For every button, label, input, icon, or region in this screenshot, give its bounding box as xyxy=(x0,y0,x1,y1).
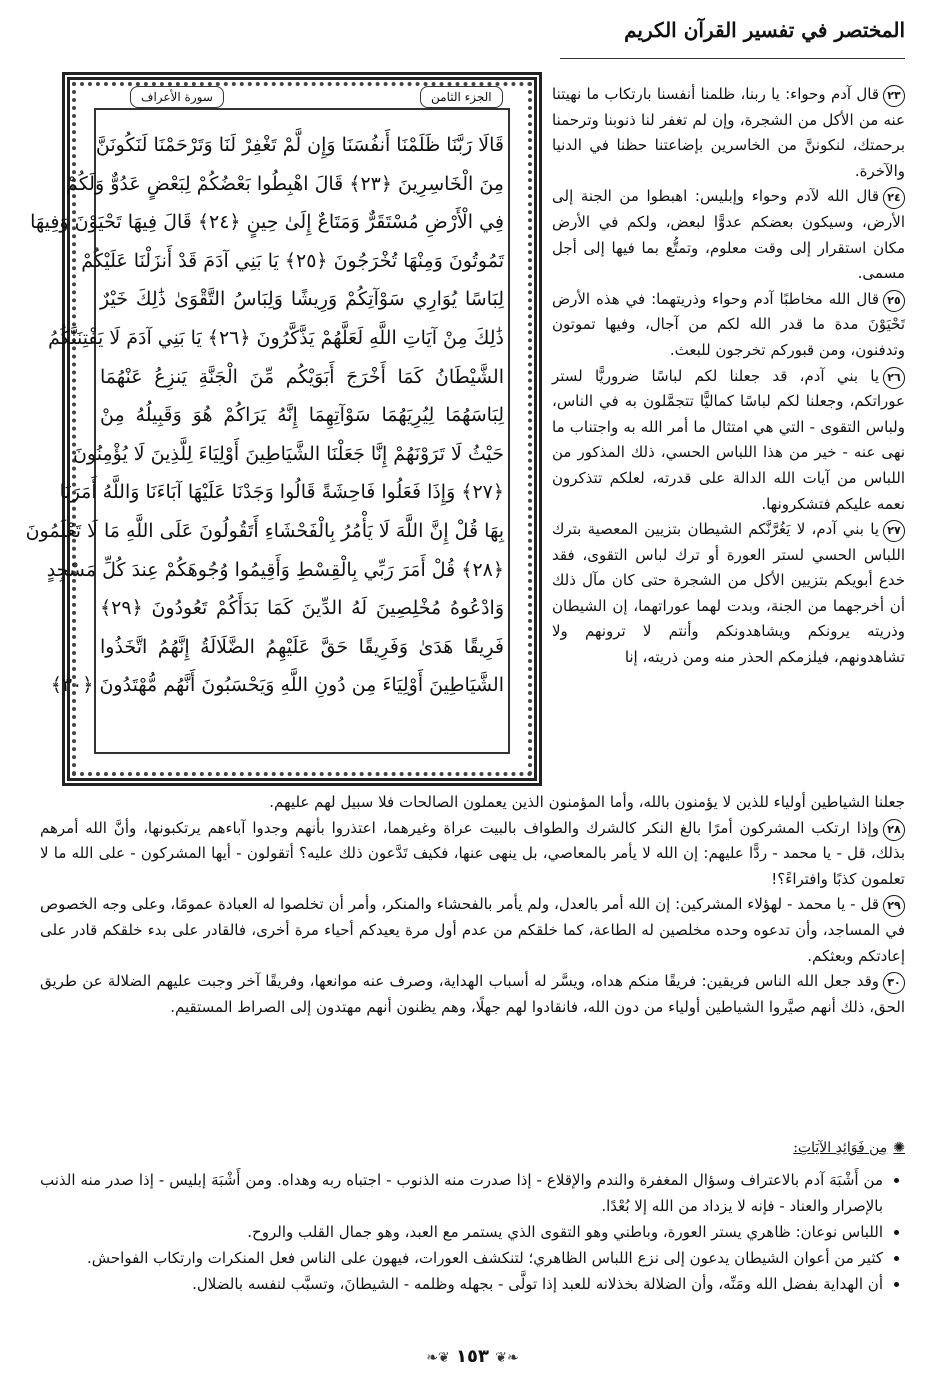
quran-frame xyxy=(25,72,542,786)
verse-number-badge: ٢٩ xyxy=(883,895,905,917)
benefit-item: • من أَشْبَهَ آدم بالاعتراف وسؤال المغفرة والندم والإقلاع - إذا صدرت منه الذنوب - اجتباه ربه وهداه. ومن أَشْبَهَ إبليس - إذا صدر منه الذنب بالإصرار والعناد - فإنه لا يزداد من الله إلا بُعْدًا. xyxy=(40,1167,883,1219)
page-number: ١٥٣ xyxy=(456,1346,489,1367)
quran-line: ﴿٢٨﴾ قُلْ أَمَرَ رَبِّي بِالْقِسْطِ وَأَقِيمُوا وُجُوهَكُمْ عِندَ كُلِّ مَسْجِدٍ xyxy=(46,558,504,581)
tafsir-paragraph xyxy=(40,969,905,1020)
benefit-item: • أن الهداية بفضل الله ومَنِّه، وأن الضلالة بخذلانه للعبد إذا تولَّى - بجهله وظلمه - الشيطانَ، وتسبَّب لنفسه بالضلال. xyxy=(40,1271,883,1297)
verse-number-badge: ٢٨ xyxy=(883,819,905,841)
surah-label: سورة الأعراف xyxy=(130,86,224,108)
benefit-item: • اللباس نوعان: ظاهري يستر العورة، وباطني وهو التقوى الذي يستمر مع العبد، وهو جمال القلب والروح. xyxy=(40,1219,883,1245)
quran-line: فَرِيقًا هَدَىٰ وَفَرِيقًا حَقَّ عَلَيْهِمُ الضَّلَالَةُ إِنَّهُمُ اتَّخَذُوا xyxy=(100,635,504,658)
tafsir-full-width xyxy=(40,790,905,1020)
tafsir-paragraph xyxy=(552,364,905,518)
verse-number-badge: ٢٦ xyxy=(883,367,905,389)
tafsir-paragraph xyxy=(552,82,905,184)
quran-text xyxy=(25,126,504,705)
juz-label: الجزء الثامن xyxy=(420,86,503,108)
verse-number-badge: ٣٠ xyxy=(883,972,905,994)
quran-line: وَادْعُوهُ مُخْلِصِينَ لَهُ الدِّينَ كَمَا بَدَأَكُمْ تَعُودُونَ ﴿٢٩﴾ xyxy=(100,597,504,620)
quran-line: بِهَا قُلْ إِنَّ اللَّهَ لَا يَأْمُرُ بِالْفَحْشَاءِ أَتَقُولُونَ عَلَى اللَّهِ مَا لَا تَعْلَمُونَ xyxy=(25,519,504,542)
tafsir-text: وقد جعل الله الناس فريقين: فريقًا منكم هداه، ويسَّر له أسباب الهداية، وصرف عنه موانعها، وفريقًا آخر وجبت عليهم الضلالة عن طريق الحق، ذلك أنهم صيَّروا الشياطين أولياء من دون الله، فانقادوا لهم جهلًا، وهم يظنون أنهم مهتدون إلى الصراط المستقيم. xyxy=(40,972,905,1016)
tafsir-paragraph xyxy=(40,892,905,969)
tafsir-paragraph xyxy=(552,517,905,671)
quran-line: مِنَ الْخَاسِرِينَ ﴿٢٣﴾ قَالَ اهْبِطُوا بَعْضُكُمْ لِبَعْضٍ عَدُوٌّ وَلَكُمْ xyxy=(66,172,504,195)
benefits-list xyxy=(40,1167,905,1297)
ornament-icon: ❦❧ xyxy=(495,1350,519,1366)
quran-line: حَيْثُ لَا تَرَوْنَهُمْ إِنَّا جَعَلْنَا الشَّيَاطِينَ أَوْلِيَاءَ لِلَّذِينَ لَا يُؤْمِنُونَ xyxy=(72,442,504,465)
quran-line: لِبَاسًا يُوَارِي سَوْآتِكُمْ وَرِيشًا وَلِبَاسُ التَّقْوَىٰ ذَٰلِكَ خَيْرٌ xyxy=(100,288,504,311)
tafsir-right-column xyxy=(552,82,905,671)
verse-number-badge: ٢٥ xyxy=(883,290,905,312)
quran-line: تَمُوتُونَ وَمِنْهَا تُخْرَجُونَ ﴿٢٥﴾ يَا بَنِي آدَمَ قَدْ أَنزَلْنَا عَلَيْكُمْ xyxy=(81,249,504,272)
benefits-heading xyxy=(40,1135,905,1161)
page-footer xyxy=(0,1346,945,1367)
tafsir-paragraph xyxy=(40,790,905,816)
flower-icon: ✺ xyxy=(893,1140,905,1156)
tafsir-text: جعلنا الشياطين أولياء للذين لا يؤمنون بالله، وأما المؤمنون الذين يعملون الصالحات فلا سبيل لهم عليهم. xyxy=(269,793,905,811)
tafsir-text: يا بني آدم، قد جعلنا لكم لباسًا ضروريًّا لستر عوراتكم، وجعلنا لكم لباسًا كماليًّا تتجمَّلون به في الناس، ولباس التقوى - التي هي امتثال ما أمر الله به واجتناب ما نهى عنه - خير من هذا اللباس الحسي، ذلك المذكور من اللباس من آيات الله الدالة على قدرته، لعلكم تتذكرون نعمه عليكم فتشكرونها. xyxy=(552,366,905,513)
benefits-section xyxy=(40,1135,905,1297)
quran-line: قَالَا رَبَّنَا ظَلَمْنَا أَنفُسَنَا وَإِن لَّمْ تَغْفِرْ لَنَا وَتَرْحَمْنَا لَنَكُونَنَّ xyxy=(95,134,504,156)
tafsir-text: قل - يا محمد - لهؤلاء المشركين: إن الله أمر بالعدل، ولم يأمر بالفحشاء والمنكر، وأمر أن تخلصوا له العبادة عمومًا، وعلى وجه الخصوص في المساجد، وأن تدعوه وحده مخلصين له الطاعة، كما خلقكم من عدم أول مرة يعيدكم أحياء مرة أخرى، فالقادر على بدء خلقكم قادر على إعادتكم وبعثكم. xyxy=(40,895,905,965)
tafsir-text: وإذا ارتكب المشركون أمرًا بالغ النكر كالشرك والطواف بالبيت عراة وغيرهما، اعتذروا بأنهم وجدوا آباءهم يرتكبونها، وأنَّ الله أمرهم بذلك، قل - يا محمد - ردًّا عليهم: إن الله لا يأمر بالمعاصي، بل ينهى عنها، فكيف تَدَّعون ذلك عليه؟ أتقولون - أيها المشركون - على الله ما لا تعلمون كذبًا وافتراءً؟! xyxy=(40,818,905,888)
ornament-icon: ❧❦ xyxy=(426,1350,450,1366)
quran-line: فِي الْأَرْضِ مُسْتَقَرٌّ وَمَتَاعٌ إِلَىٰ حِينٍ ﴿٢٤﴾ قَالَ فِيهَا تَحْيَوْنَ وَفِيهَا xyxy=(30,211,504,234)
tafsir-paragraph xyxy=(552,184,905,286)
tafsir-text: قال الله لآدم وحواء وإبليس: اهبطوا من الجنة إلى الأرض، وسيكون بعضكم عدوًّا لبعض، ولكم في الأرض مكان استقرار إلى وقت معلوم، وتمتُّع بما فيها إلى أجل مسمى. xyxy=(552,187,905,283)
quran-line: ﴿٢٧﴾ وَإِذَا فَعَلُوا فَاحِشَةً قَالُوا وَجَدْنَا عَلَيْهَا آبَاءَنَا وَاللَّهُ أَمَرَنَا xyxy=(59,481,504,504)
tafsir-paragraph xyxy=(40,816,905,893)
quran-line: الشَّيْطَانُ كَمَا أَخْرَجَ أَبَوَيْكُم مِّنَ الْجَنَّةِ يَنزِعُ عَنْهُمَا xyxy=(100,365,504,388)
quran-line: الشَّيَاطِينَ أَوْلِيَاءَ مِن دُونِ اللَّهِ وَيَحْسَبُونَ أَنَّهُم مُّهْتَدُونَ ﴿٣٠﴾ xyxy=(50,674,504,697)
verse-number-badge: ٢٣ xyxy=(883,85,905,107)
tafsir-text: قال الله مخاطبًا آدم وحواء وذريتهما: في هذه الأرض تَحْيَوْنَ مدة ما قدر الله لكم من آجال، وفيها تموتون وتدفنون، ومن قبوركم تخرجون للبعث. xyxy=(552,289,905,359)
tafsir-paragraph xyxy=(552,287,905,364)
tafsir-text: قال آدم وحواء: يا ربنا، ظلمنا أنفسنا بارتكاب ما نهيتنا عنه من الأكل من الشجرة، وإن لم تغفر لنا ذنوبنا وترحمنا برحمتك، لنكوننَّ من الخاسرين بإضاعتنا حظنا في الدنيا والآخرة. xyxy=(552,85,905,180)
book-title: المختصر في تفسير القرآن الكريم xyxy=(624,18,905,42)
quran-line: ذَٰلِكَ مِنْ آيَاتِ اللَّهِ لَعَلَّهُمْ يَذَّكَّرُونَ ﴿٢٦﴾ يَا بَنِي آدَمَ لَا يَفْتِنَنَّكُمُ xyxy=(48,326,504,349)
benefits-heading-text: مِن فَوَائِدِ الآيَاتِ: xyxy=(793,1140,888,1156)
tafsir-text: يا بني آدم، لا يَغُرَّنَّكم الشيطان بتزيين المعصية بترك اللباس الحسي لستر العورة أو ترك لباس التقوى، فقد خدع أبويكم بتزيين الأكل من الشجرة حتى كان مآل ذلك أن أخرجهما من الجنة، وبدت لهما عوراتهما، إن الشيطان وذريته يرونكم ويشاهدونكم وأنتم لا ترونهم ولا تشاهدونهم، فيلزمكم الحذر منه ومن ذريته، إنا xyxy=(552,520,905,667)
quran-line: لِبَاسَهُمَا لِيُرِيَهُمَا سَوْآتِهِمَا إِنَّهُ يَرَاكُمْ هُوَ وَقَبِيلُهُ مِنْ xyxy=(100,404,504,427)
verse-number-badge: ٢٤ xyxy=(883,187,905,209)
page-header xyxy=(0,0,945,64)
benefit-item: • كثير من أعوان الشيطان يدعون إلى نزع اللباس الظاهري؛ لتنكشف العورات، فيهون على الناس فعل المنكرات وارتكاب الفواحش. xyxy=(40,1245,883,1271)
verse-number-badge: ٢٧ xyxy=(883,520,905,542)
header-rule xyxy=(560,58,905,59)
